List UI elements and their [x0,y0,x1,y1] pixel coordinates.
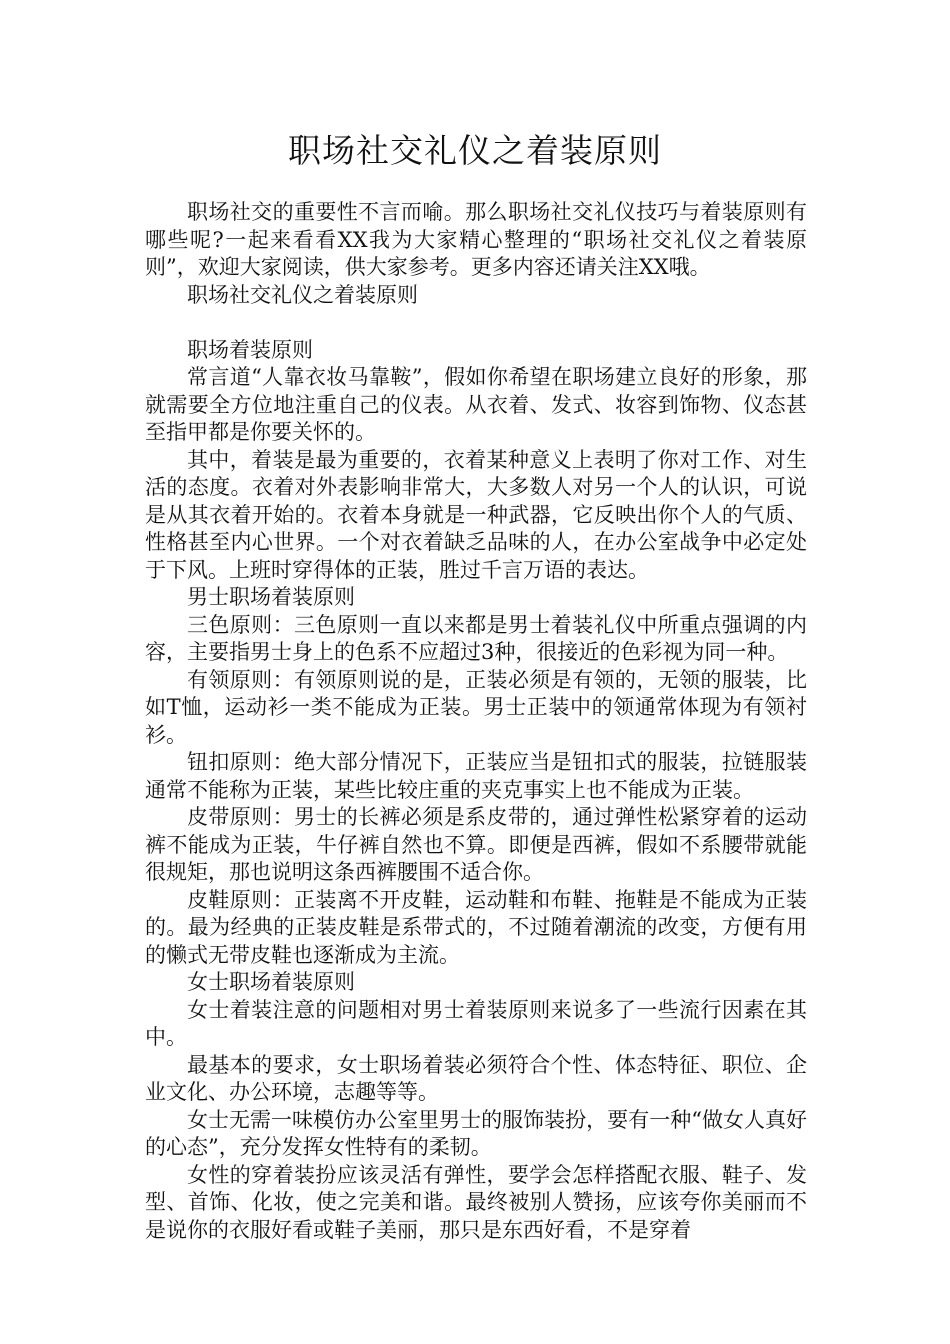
paragraph-belt-rule: 皮带原则：男士的长裤必须是系皮带的，通过弹性松紧穿着的运动裤不能成为正装，牛仔裤自然也不算。即便是西裤，假如不系腰带就能很规矩，那也说明这条西裤腰围不适合你。 [145,805,807,884]
paragraph-appearance: 常言道“人靠衣妆马靠鞍”，假如你希望在职场建立良好的形象，那就需要全方位地注重自己的仪表。从衣着、发式、妆容到饰物、仪态甚至指甲都是你要关怀的。 [145,365,807,444]
paragraph-women-styling: 女性的穿着装扮应该灵活有弹性，要学会怎样搭配衣服、鞋子、发型、首饰、化妆，使之完美和谐。最终被别人赞扬，应该夸你美丽而不是说你的衣服好看或鞋子美丽，那只是东西好看，不是穿着 [145,1162,807,1242]
paragraph-women-mindset: 女士无需一味模仿办公室里男士的服饰装扮，要有一种“做女人真好的心态”，充分发挥女性特有的柔韧。 [145,1107,807,1159]
blank-line [145,309,807,337]
paragraph-button-rule: 钮扣原则：绝大部分情况下，正装应当是钮扣式的服装，拉链服装通常不能称为正装，某些比较庄重的夹克事实上也不能成为正装。 [145,750,807,802]
paragraph-three-color-rule: 三色原则：三色原则一直以来都是男士着装礼仪中所重点强调的内容，主要指男士身上的色系不应超过3种，很接近的色彩视为同一种。 [145,612,807,664]
subtitle-line: 职场社交礼仪之着装原则 [187,282,418,307]
section-heading-men: 男士职场着装原则 [187,585,355,609]
intro-paragraph: 职场社交的重要性不言而喻。那么职场社交礼仪技巧与着装原则有哪些呢?一起来看看XX我为大家精心整理的“职场社交礼仪之着装原则”，欢迎大家阅读，供大家参考。更多内容还请关注XX哦。 [145,200,807,279]
section-heading-workplace: 职场着装原则 [187,337,313,362]
paragraph-shoe-rule: 皮鞋原则：正装离不开皮鞋，运动鞋和布鞋、拖鞋是不能成为正装的。最为经典的正装皮鞋是系带式的，不过随着潮流的改变，方便有用的懒式无带皮鞋也逐渐成为主流。 [145,887,807,967]
paragraph-attire-importance: 其中，着装是最为重要的，衣着某种意义上表明了你对工作、对生活的态度。衣着对外表影响非常大，大多数人对另一个人的认识，可说是从其衣着开始的。衣着本身就是一种武器，它反映出你个人的气质、性格甚至内心世界。一个对衣着缺乏品味的人，在办公室战争中必定处于下风。上班时穿得体的正装，胜过千言万语的表达。 [145,447,807,582]
paragraph-women-basic: 最基本的要求，女士职场着装必须符合个性、体态特征、职位、企业文化、办公环境，志趣等等。 [145,1052,807,1104]
document-title: 职场社交礼仪之着装原则 [288,131,662,170]
document-body [145,199,807,1244]
paragraph-collar-rule: 有领原则：有领原则说的是，正装必须是有领的，无领的服装，比如T恤，运动衫一类不能成为正装。男士正装中的领通常体现为有领衬衫。 [145,667,807,747]
section-heading-women: 女士职场着装原则 [187,970,355,994]
paragraph-women-intro: 女士着装注意的问题相对男士着装原则来说多了一些流行因素在其中。 [145,997,807,1049]
